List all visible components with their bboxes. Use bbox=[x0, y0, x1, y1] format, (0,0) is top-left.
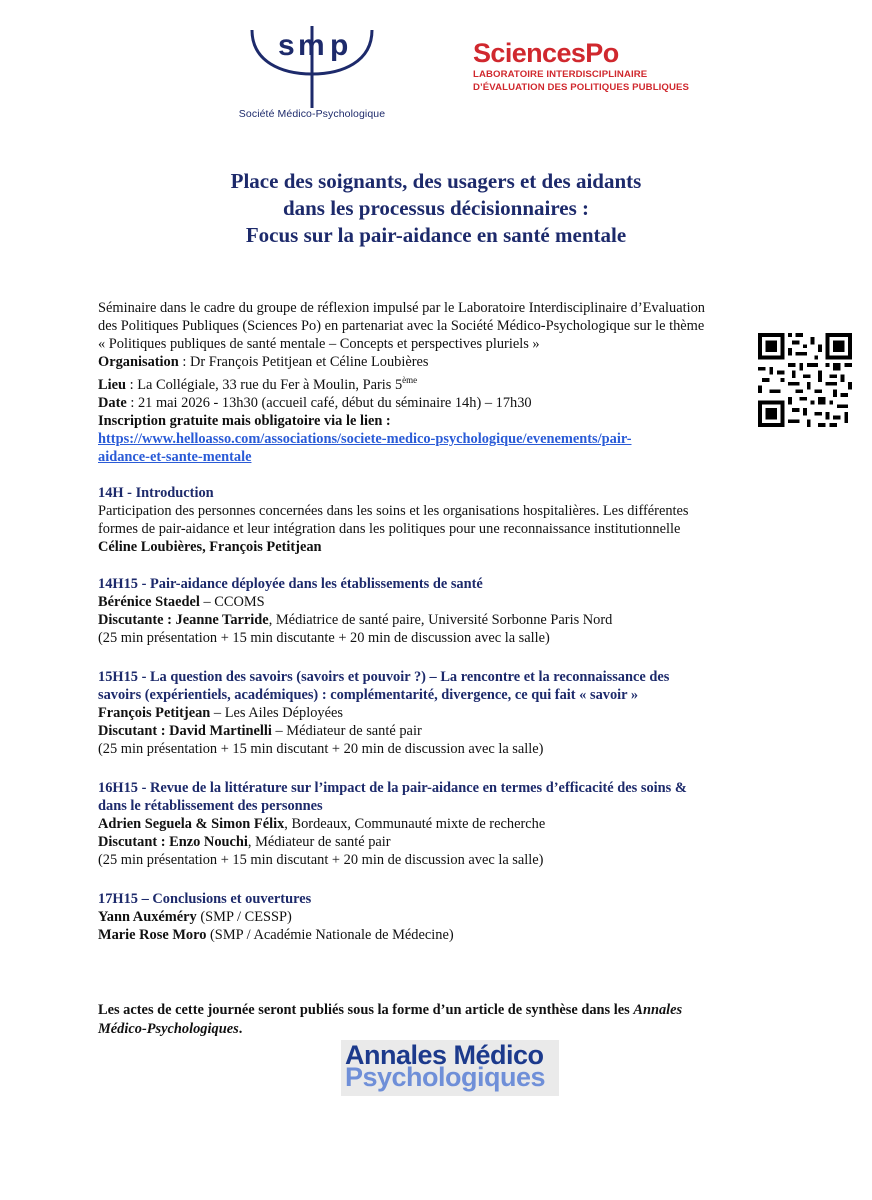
title-line-3: Focus sur la pair-aidance en santé mentale bbox=[245, 223, 627, 247]
smp-caption: Société Médico-Psychologique bbox=[238, 108, 386, 120]
session-litterature bbox=[98, 779, 778, 869]
lieu-line bbox=[98, 371, 768, 394]
smp-logo-mark bbox=[242, 22, 382, 112]
session-description: formes de pair-aidance et leur intégration dans les politiques pour une reconnaissance institutionnelle bbox=[98, 521, 681, 537]
discussant-line bbox=[98, 833, 778, 851]
svg-text:p: p bbox=[330, 29, 349, 62]
lieu-label: Lieu bbox=[98, 376, 126, 393]
intro-block bbox=[98, 299, 768, 466]
svg-text:m: m bbox=[298, 29, 325, 62]
sciencespo-lab-line2: D’ÉVALUATION DES POLITIQUES PUBLIQUES bbox=[473, 81, 690, 93]
session-description: Participation des personnes concernées dans les soins et les organisations hospitalières. Les différentes bbox=[98, 503, 689, 519]
session-title: 16H15 - Revue de la littérature sur l’impact de la pair-aidance en termes d’efficacité des soins & bbox=[98, 780, 687, 796]
session-introduction bbox=[98, 484, 778, 556]
speaker-affiliation: – Les Ailes Déployées bbox=[210, 705, 343, 721]
closing-journal-1: Annales bbox=[633, 1002, 683, 1018]
intro-line-2: des Politiques Publiques (Sciences Po) en partenariat avec la Société Médico-Psychologique sur le thème bbox=[98, 318, 705, 334]
speaker-affiliation: – CCOMS bbox=[199, 594, 265, 610]
speaker-line bbox=[98, 593, 778, 611]
annales-logo-line2: Psychologiques bbox=[345, 1062, 546, 1092]
sciencespo-lab-line1: LABORATOIRE INTERDISCIPLINAIRE bbox=[473, 69, 648, 80]
discussant-affiliation: , Médiatrice de santé paire, Université Sorbonne Paris Nord bbox=[268, 612, 613, 628]
intro-line-3: « Politiques publiques de santé mentale – Concepts et perspectives pluriels » bbox=[98, 336, 540, 352]
closing-journal-2: Médico-Psychologiques bbox=[98, 1021, 239, 1037]
speaker-name: Marie Rose Moro bbox=[98, 927, 207, 943]
session-title: savoirs (expérientiels, académiques) : complémentarité, divergence, ce qui fait « savoir » bbox=[98, 687, 639, 703]
speaker-line bbox=[98, 926, 778, 944]
speaker-affiliation: , Bordeaux, Communauté mixte de recherche bbox=[284, 816, 546, 832]
session-timing: (25 min présentation + 15 min discutant + 20 min de discussion avec la salle) bbox=[98, 852, 544, 868]
annales-logo bbox=[341, 1040, 559, 1096]
closing-note bbox=[98, 1001, 770, 1039]
session-timing: (25 min présentation + 15 min discutant + 20 min de discussion avec la salle) bbox=[98, 741, 544, 757]
speaker-line bbox=[98, 704, 778, 722]
discussant-line bbox=[98, 611, 778, 629]
discussant-name: Discutante : Jeanne Tarride bbox=[98, 612, 269, 628]
date-line bbox=[98, 394, 768, 412]
sciencespo-logo bbox=[473, 38, 713, 93]
session-speakers: Céline Loubières, François Petitjean bbox=[98, 539, 322, 555]
registration-link-line-1[interactable]: https://www.helloasso.com/associations/societe-medico-psychologique/evenements/pair- bbox=[98, 430, 632, 447]
closing-end: . bbox=[238, 1021, 243, 1037]
date-label: Date bbox=[98, 394, 127, 411]
speaker-affiliation: (SMP / Académie Nationale de Médecine) bbox=[206, 927, 454, 943]
speaker-line bbox=[98, 815, 778, 833]
speaker-line bbox=[98, 908, 778, 926]
smp-logo-text: s bbox=[278, 29, 295, 62]
speaker-name: Bérénice Staedel bbox=[98, 594, 200, 610]
session-title: 14H15 - Pair-aidance déployée dans les établissements de santé bbox=[98, 576, 483, 592]
speaker-name: Yann Auxéméry bbox=[98, 909, 197, 925]
discussant-name: Discutant : David Martinelli bbox=[98, 723, 272, 739]
inscription-line: Inscription gratuite mais obligatoire via le lien : bbox=[98, 412, 391, 429]
annales-logo-line1: Annales Médico bbox=[345, 1040, 544, 1070]
discussant-name: Discutant : Enzo Nouchi bbox=[98, 834, 248, 850]
discussant-affiliation: , Médiateur de santé pair bbox=[247, 834, 391, 850]
speaker-name: Adrien Seguela & Simon Félix bbox=[98, 816, 285, 832]
sciencespo-name: SciencesPo bbox=[473, 38, 619, 68]
organisation-value: : Dr François Petitjean et Céline Loubières bbox=[178, 354, 429, 370]
title-line-2: dans les processus décisionnaires : bbox=[282, 196, 590, 220]
session-pair-aidance bbox=[98, 575, 778, 647]
session-title: 14H - Introduction bbox=[98, 485, 214, 501]
lieu-value: : La Collégiale, 33 rue du Fer à Moulin, Paris 5 bbox=[126, 376, 403, 393]
qr-code-icon[interactable] bbox=[758, 333, 852, 427]
closing-text: Les actes de cette journée seront publiés sous la forme d’un article de synthèse dans les bbox=[98, 1002, 634, 1018]
registration-link-line-2[interactable]: aidance-et-sante-mentale bbox=[98, 448, 252, 465]
session-savoirs bbox=[98, 668, 778, 758]
session-title: 15H15 - La question des savoirs (savoirs et pouvoir ?) – La rencontre et la reconnaissance des bbox=[98, 669, 670, 685]
date-value: : 21 mai 2026 - 13h30 (accueil café, début du séminaire 14h) – 17h30 bbox=[126, 394, 532, 411]
registration-link[interactable] bbox=[98, 430, 768, 448]
title-line-1: Place des soignants, des usagers et des aidants bbox=[230, 169, 642, 193]
lieu-sup: ème bbox=[402, 375, 418, 385]
page-title bbox=[100, 168, 772, 249]
session-title: dans le rétablissement des personnes bbox=[98, 798, 323, 814]
organisation-line bbox=[98, 353, 768, 371]
speaker-affiliation: (SMP / CESSP) bbox=[196, 909, 292, 925]
speaker-name: François Petitjean bbox=[98, 705, 211, 721]
intro-line-1: Séminaire dans le cadre du groupe de réflexion impulsé par le Laboratoire Interdisciplinaire d’Evaluation bbox=[98, 300, 705, 316]
session-timing: (25 min présentation + 15 min discutante + 20 min de discussion avec la salle) bbox=[98, 630, 550, 646]
discussant-line bbox=[98, 722, 778, 740]
discussant-affiliation: – Médiateur de santé pair bbox=[271, 723, 422, 739]
smp-logo bbox=[222, 22, 402, 122]
session-title: 17H15 – Conclusions et ouvertures bbox=[98, 891, 312, 907]
session-conclusions bbox=[98, 890, 778, 944]
organisation-label: Organisation bbox=[98, 354, 179, 370]
